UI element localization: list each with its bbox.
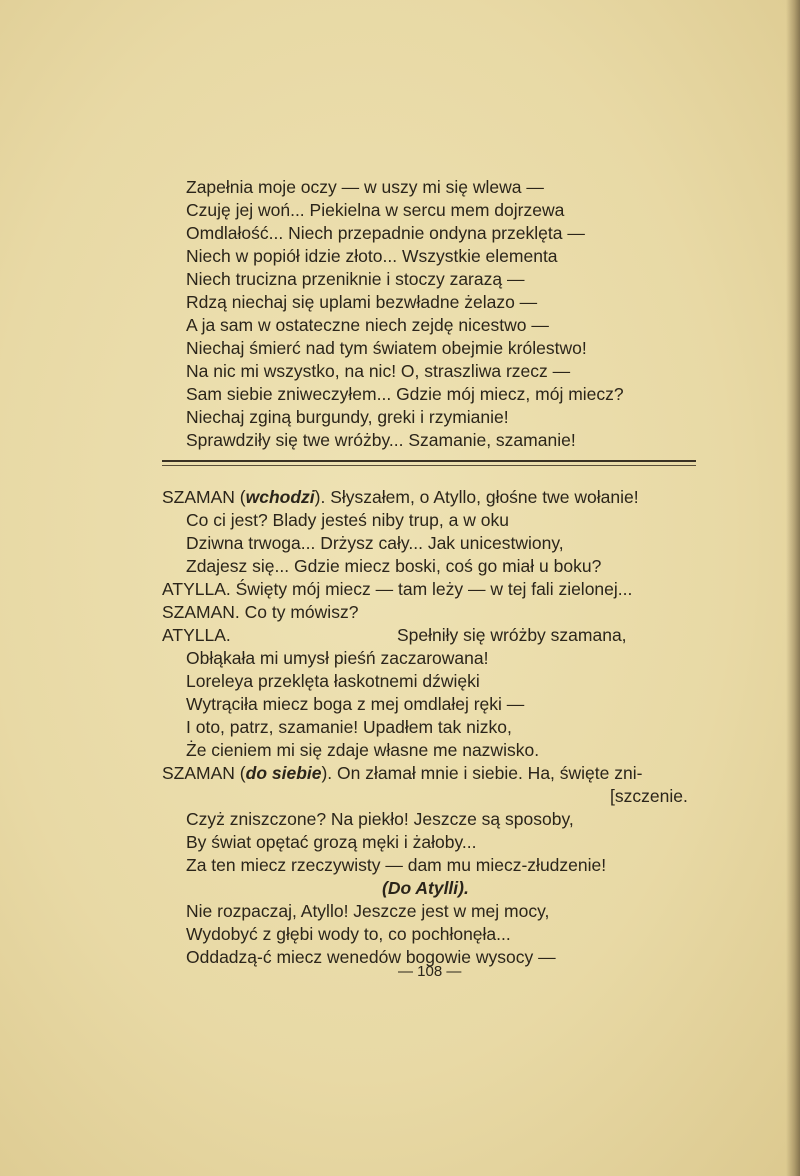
verse-line: Niech w popiół idzie złoto... Wszystkie elementa bbox=[186, 246, 558, 266]
dialogue-line: ATYLLA. Święty mój miecz — tam leży — w tej fali zielonej... bbox=[162, 579, 633, 599]
dialogue-line: Za ten miecz rzeczywisty — dam mu miecz-złudzenie! bbox=[186, 855, 607, 875]
dialogue-line: Obłąkała mi umysł pieśń zaczarowana! bbox=[186, 648, 489, 668]
section-divider-thin bbox=[162, 465, 696, 466]
verse-line: Sam siebie zniweczyłem... Gdzie mój miecz, mój miecz? bbox=[186, 384, 624, 404]
verse-line: Niechaj zginą burgundy, greki i rzymianie! bbox=[186, 407, 509, 427]
verse-line: Na nic mi wszystko, na nic! O, straszliwa rzecz — bbox=[186, 361, 571, 381]
dialogue-line bbox=[162, 762, 642, 784]
stage-direction: do siebie bbox=[245, 763, 322, 783]
speaker-name: ATYLLA. bbox=[162, 625, 231, 645]
speaker-punct: ). bbox=[314, 487, 326, 507]
dialogue-line: Że cieniem mi się zdaje własne me nazwisko. bbox=[186, 740, 540, 760]
dialogue-line: Czyż zniszczone? Na piekło! Jeszcze są sposoby, bbox=[186, 809, 574, 829]
verse-line: Omdlałość... Niech przepadnie ondyna przeklęta — bbox=[186, 223, 585, 243]
stage-direction: (Do Atylli). bbox=[382, 878, 469, 898]
dialogue-line: Wydobyć z głębi wody to, co pochłonęła... bbox=[186, 924, 511, 944]
stage-direction: wchodzi bbox=[245, 487, 315, 507]
dialogue-line: [szczenie. bbox=[610, 786, 688, 806]
verse-line: Zapełnia moje oczy — w uszy mi się wlewa — bbox=[186, 177, 544, 197]
speaker-punct: ). bbox=[321, 763, 333, 783]
verse-line: Niech trucizna przeniknie i stoczy zarazą — bbox=[186, 269, 525, 289]
verse-line: Rdzą niechaj się uplami bezwładne żelazo — bbox=[186, 292, 538, 312]
dialogue-line bbox=[162, 486, 639, 508]
dialogue-line: Zdajesz się... Gdzie miecz boski, coś go miał u boku? bbox=[186, 556, 602, 576]
dialogue-line: Loreleya przeklęta łaskotnemi dźwięki bbox=[186, 671, 480, 691]
verse-line: Sprawdziły się twe wróżby... Szamanie, szamanie! bbox=[186, 430, 576, 450]
verse-line: Niechaj śmierć nad tym światem obejmie królestwo! bbox=[186, 338, 587, 358]
verse-line: Czuję jej woń... Piekielna w sercu mem dojrzewa bbox=[186, 200, 565, 220]
dialogue-line: Spełniły się wróżby szamana, bbox=[397, 625, 627, 645]
dialogue-line: Nie rozpaczaj, Atyllo! Jeszcze jest w mej mocy, bbox=[186, 901, 550, 921]
dialogue-line: By świat opętać grozą męki i żałoby... bbox=[186, 832, 477, 852]
speaker-name: SZAMAN ( bbox=[162, 763, 246, 783]
dialogue-line: Co ci jest? Blady jesteś niby trup, a w oku bbox=[186, 510, 509, 530]
dialogue-line: Oddadzą-ć miecz wenedów bogowie wysocy — bbox=[186, 947, 556, 967]
page-number: — 108 — bbox=[398, 963, 462, 980]
dialogue-text: Słyszałem, o Atyllo, głośne twe wołanie! bbox=[325, 487, 639, 507]
dialogue-line: I oto, patrz, szamanie! Upadłem tak nizko, bbox=[186, 717, 512, 737]
section-divider bbox=[162, 460, 696, 462]
page-edge bbox=[786, 0, 800, 1176]
speaker-name: SZAMAN ( bbox=[162, 487, 246, 507]
dialogue-line: Dziwna trwoga... Drżysz cały... Jak unicestwiony, bbox=[186, 533, 564, 553]
dialogue-line: SZAMAN. Co ty mówisz? bbox=[162, 602, 359, 622]
dialogue-line: Wytrąciła miecz boga z mej omdlałej ręki — bbox=[186, 694, 525, 714]
dialogue-text: On złamał mnie i siebie. Ha, święte zni- bbox=[332, 763, 643, 783]
verse-line: A ja sam w ostateczne niech zejdę nicestwo — bbox=[186, 315, 549, 335]
